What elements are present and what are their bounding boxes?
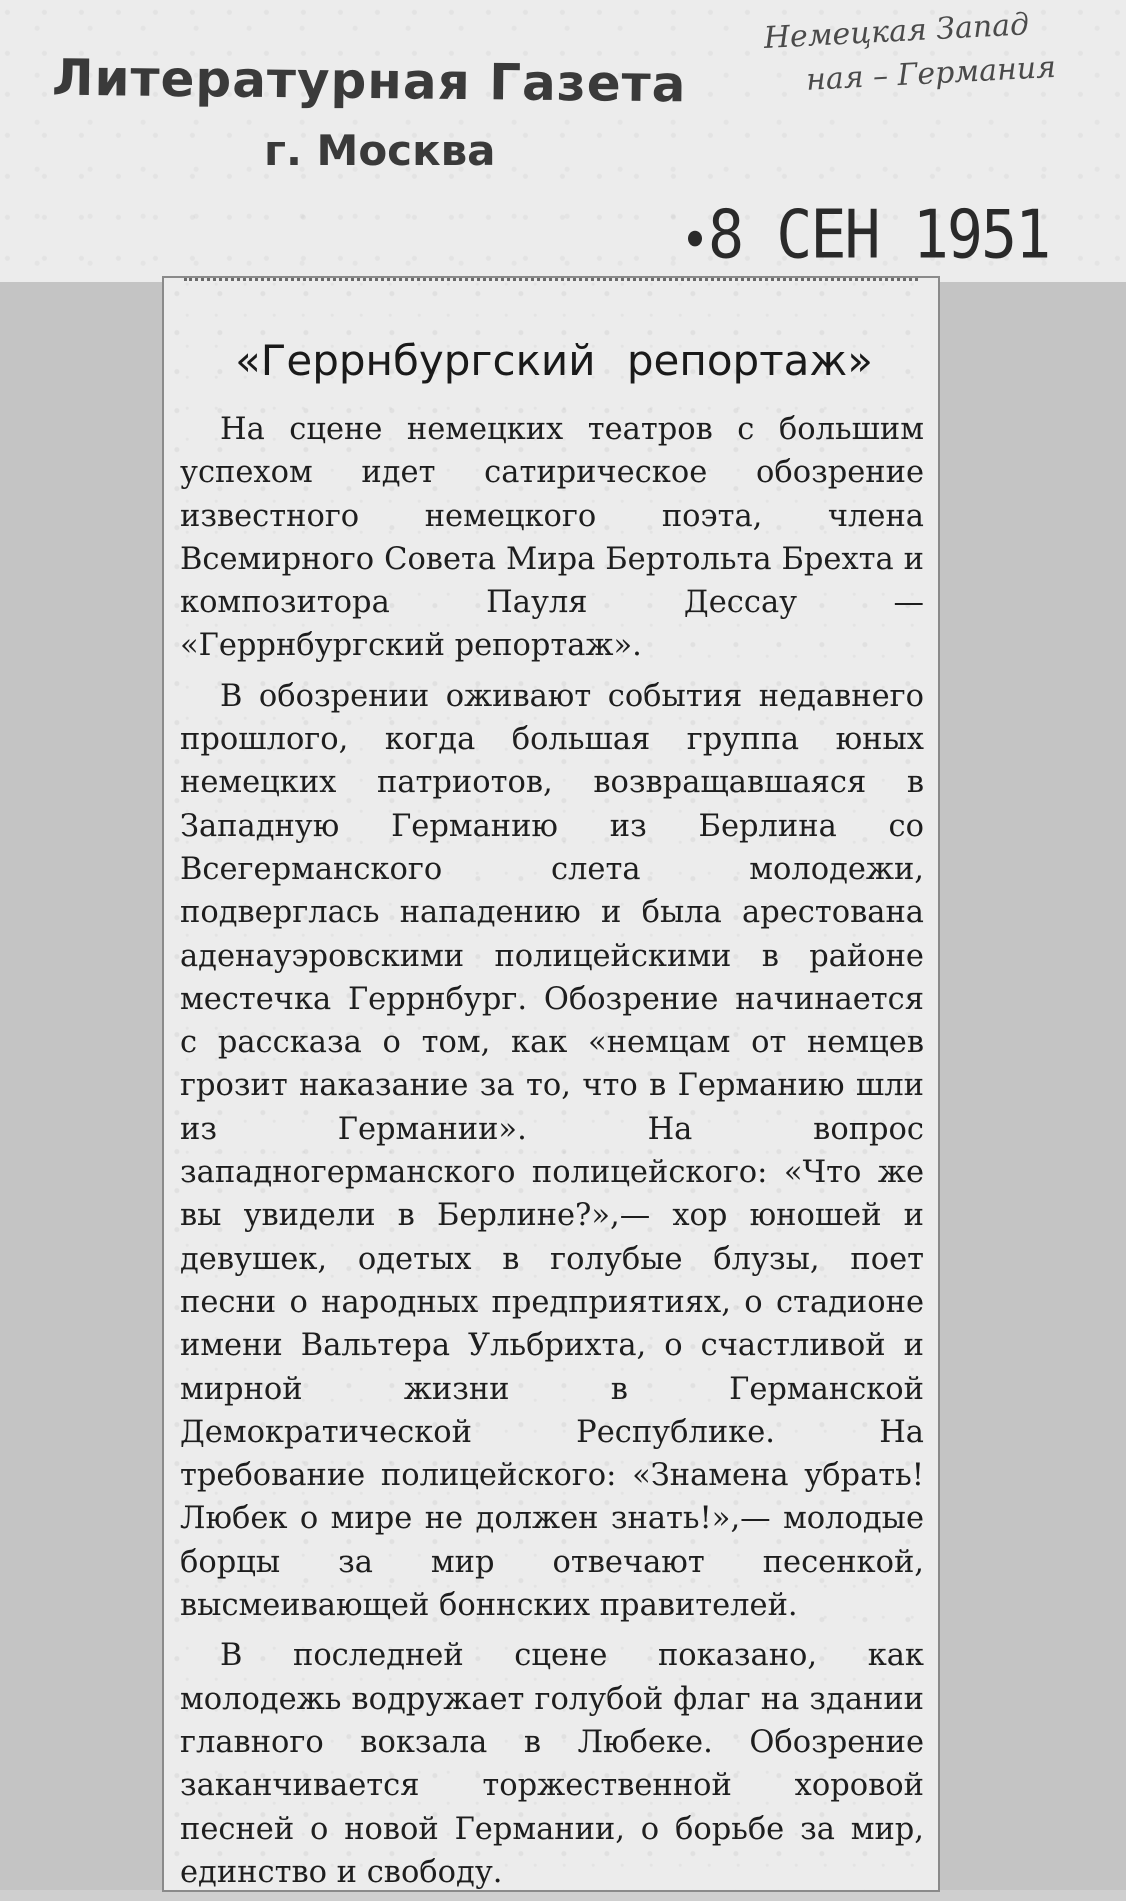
header-sheet xyxy=(0,0,1126,282)
article-paragraph: В последней сцене показано, как молодежь водружает голубой флаг на здании главного вокзала в Любеке. Обозрение заканчивается торжественной хоровой песней о новой Германии, о борьбе за мир, единство и свободу. xyxy=(180,1638,924,1890)
newspaper-name: Литературная Газета xyxy=(51,48,687,114)
handwritten-note xyxy=(763,0,1113,113)
torn-edge xyxy=(184,278,918,295)
date-stamp xyxy=(688,196,1049,274)
handwritten-note-line: Немецкая Запад xyxy=(762,7,1030,57)
handwritten-note-line: ная – Германия xyxy=(805,49,1057,98)
mounting-board-left xyxy=(0,282,164,1890)
date-stamp-text: 8 СЕН 1951 xyxy=(708,196,1050,275)
article-paragraph: В обозрении оживают события недавнего прошлого, когда большая группа юных немецких патриотов, возвращавшаяся в Западную Германию из Берлина со Всегерманского слета молодежи, подверглась нападению и была арестована аденауэровскими полицейскими в районе местечка Геррнбург. Обозрение начинается с рассказа о том, как «немцам от немцев грозит наказание за то, что в Германию шли из Германии». На вопрос западногерманского полицейского: «Что же вы увидели в Берлине?»,— хор юношей и девушек, одетых в голубые блузы, поет песни о народных предприятиях, о стадионе имени Вальтера Ульбрихта, о счастливой и мирной жизни в Германской Демократической Республике. На требование полицейского: «Знамена убрать! Любек о мире не должен знать!»,— молодые борцы за мир отвечают песенкой, высмеивающей боннских правителей. xyxy=(180,678,924,1624)
article-body xyxy=(180,408,924,1901)
mounting-board-right xyxy=(938,282,1126,1890)
article-paragraph: На сцене немецких театров с большим успехом идет сатирическое обозрение известного немецкого поэта, члена Всемирного Совета Мира Бертольта Брехта и композитора Пауля Дессау — «Геррнбургский репортаж». xyxy=(180,412,924,664)
newspaper-city: г. Москва xyxy=(264,126,496,175)
article-title: «Геррнбургский репортаж» xyxy=(235,336,873,385)
stamp-dot-icon xyxy=(688,231,702,247)
newspaper-clipping xyxy=(164,278,938,1890)
